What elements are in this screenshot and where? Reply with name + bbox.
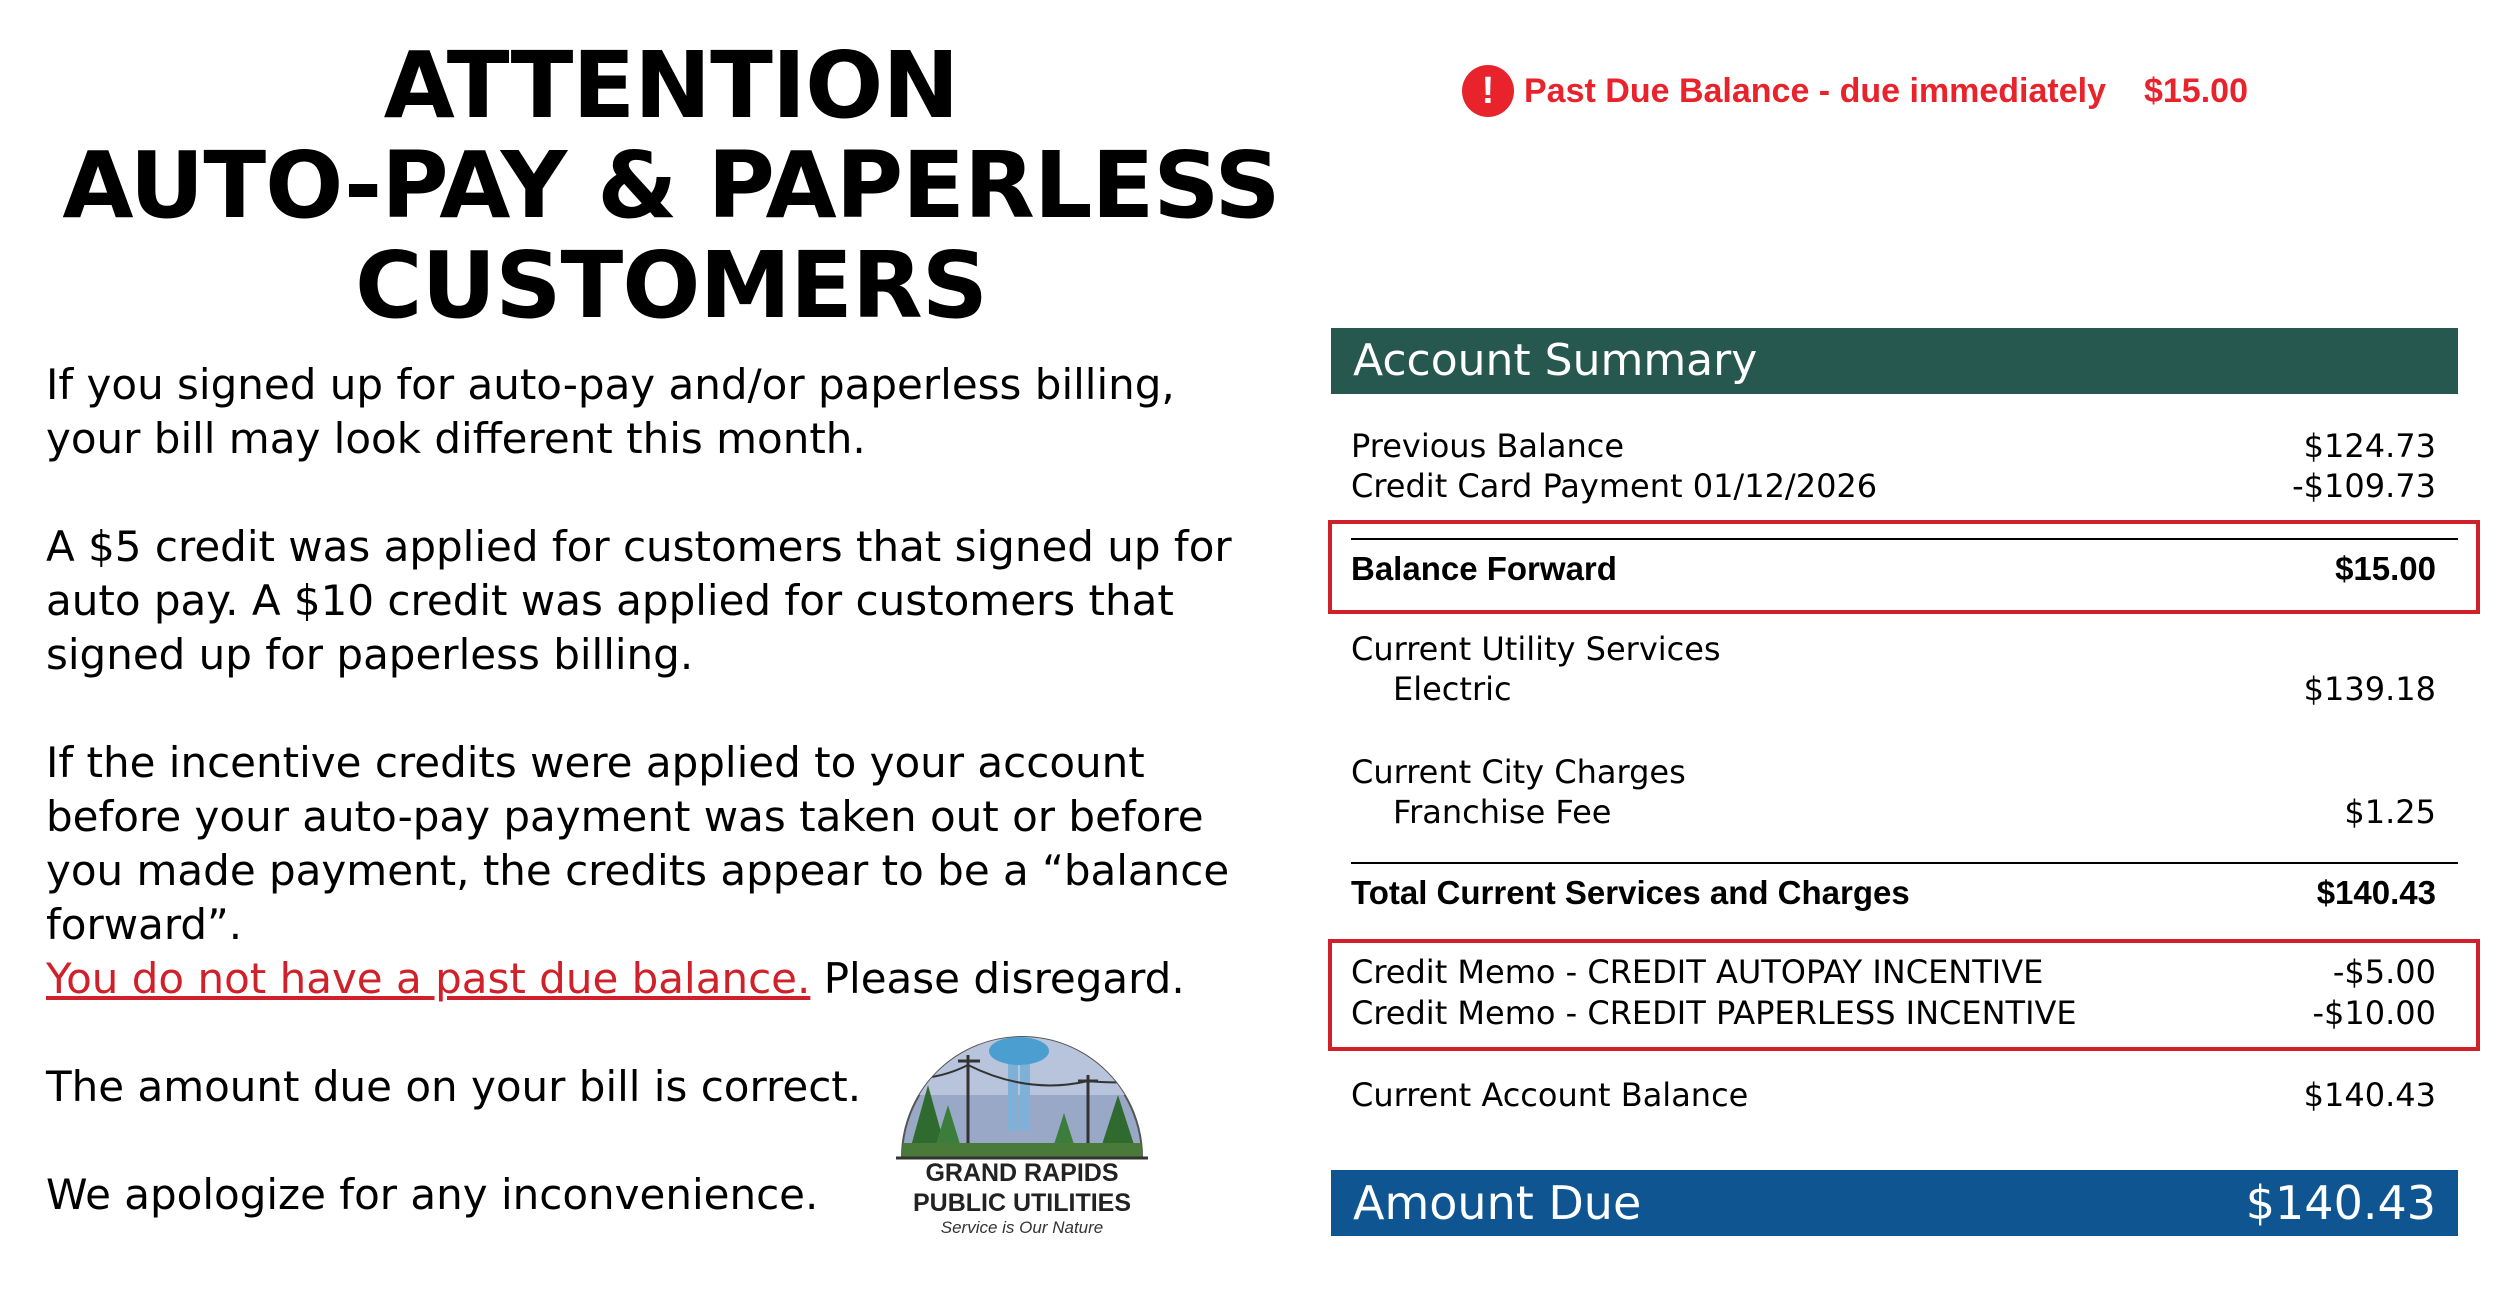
row-label: Previous Balance — [1351, 427, 1625, 465]
row-amount: -$10.00 — [2312, 994, 2436, 1032]
exclamation-circle-icon: ! — [1462, 65, 1514, 117]
row-label: Current Account Balance — [1351, 1076, 1749, 1114]
past-due-label: Past Due Balance - due immediately — [1524, 71, 2106, 110]
paragraph-balance-forward: If the incentive credits were applied to your account before your auto-pay payment was taken out or before you made payment, the credits appear to be a “balance forward”. — [46, 738, 1230, 949]
paragraph-amount-correct: The amount due on your bill is correct. — [46, 1062, 862, 1111]
logo-name-line-1: GRAND RAPIDS — [925, 1159, 1119, 1187]
account-summary-header: Account Summary — [1331, 328, 2458, 394]
row-label: Balance Forward — [1351, 550, 1617, 587]
row-amount: $124.73 — [2303, 427, 2436, 465]
row-amount: -$5.00 — [2332, 953, 2436, 991]
headline-line-1: ATTENTION — [383, 32, 959, 139]
row-electric — [1351, 668, 2436, 710]
headline-line-2: AUTO-PAY & PAPERLESS — [62, 132, 1280, 239]
row-label: Credit Memo - CREDIT PAPERLESS INCENTIVE — [1351, 994, 2077, 1032]
paragraph-bill-different: If you signed up for auto-pay and/or paperless billing, your bill may look different this month. — [46, 360, 1175, 463]
divider — [1351, 862, 2458, 864]
row-amount: $1.25 — [2344, 793, 2436, 831]
row-label: Total Current Services and Charges — [1351, 874, 1910, 911]
logo-tagline: Service is Our Nature — [940, 1218, 1104, 1237]
row-label: Current Utility Services — [1351, 630, 1721, 668]
paragraph-no-past-due — [46, 952, 1266, 1006]
row-amount: $15.00 — [2335, 550, 2436, 587]
row-label: Current City Charges — [1351, 753, 1686, 791]
row-total-current-services — [1351, 872, 2436, 914]
disregard-text: Please disregard. — [810, 954, 1185, 1003]
row-amount: $139.18 — [2303, 670, 2436, 708]
credit-memos-highlight — [1328, 939, 2480, 1051]
row-label: Electric — [1393, 670, 1512, 708]
row-label: Franchise Fee — [1393, 793, 1612, 831]
row-label: Credit Card Payment 01/12/2026 — [1351, 467, 1878, 505]
headline-line-3: CUSTOMERS — [355, 232, 987, 339]
past-due-alert — [1462, 64, 2248, 118]
amount-due-value: $140.43 — [2245, 1176, 2436, 1230]
row-amount: $140.43 — [2303, 1076, 2436, 1114]
row-label: Credit Memo - CREDIT AUTOPAY INCENTIVE — [1351, 953, 2044, 991]
row-amount: $140.43 — [2316, 874, 2436, 911]
amount-due-label: Amount Due — [1353, 1176, 1642, 1230]
past-due-amount: $15.00 — [2143, 71, 2248, 110]
row-amount: -$109.73 — [2292, 467, 2436, 505]
paragraph-apology: We apologize for any inconvenience. — [46, 1170, 819, 1219]
row-credit-card-payment — [1351, 465, 2436, 507]
row-current-utility-services — [1351, 628, 2436, 670]
row-current-account-balance — [1351, 1074, 2436, 1116]
logo-name-line-2: PUBLIC UTILITIES — [912, 1189, 1132, 1217]
balance-forward-highlight — [1328, 520, 2480, 614]
amount-due-bar — [1331, 1170, 2458, 1236]
row-current-city-charges — [1351, 751, 2436, 793]
row-franchise-fee — [1351, 791, 2436, 833]
headline — [46, 32, 1296, 339]
no-past-due-link[interactable]: You do not have a past due balance. — [46, 954, 811, 1003]
paragraph-credits-applied: A $5 credit was applied for customers that signed up for auto pay. A $10 credit was applied for customers that signed up for paperless billing. — [46, 522, 1232, 679]
row-previous-balance — [1351, 425, 2436, 467]
